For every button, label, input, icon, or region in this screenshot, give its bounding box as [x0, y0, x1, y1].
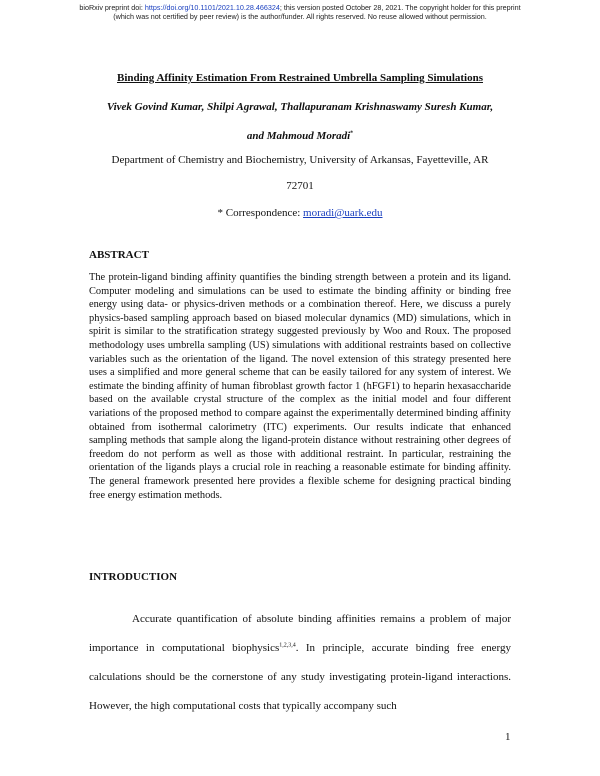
- header-line-1: bioRxiv preprint doi: https://doi.org/10.1101/2021.10.28.466324; this version posted October 28, 2021. The copyright holder for this preprint: [79, 3, 521, 12]
- page-number: 1: [505, 731, 511, 743]
- authors-line-1: Vivek Govind Kumar, Shilpi Agrawal, Thallapuranam Krishnaswamy Suresh Kumar,: [106, 101, 494, 113]
- correspondence: * Correspondence: moradi@uark.edu: [217, 207, 383, 219]
- introduction-heading: INTRODUCTION: [89, 571, 178, 583]
- corresponding-author-mark: *: [350, 130, 354, 137]
- email-link[interactable]: moradi@uark.edu: [303, 207, 383, 219]
- affiliation-line-1: Department of Chemistry and Biochemistry, University of Arkansas, Fayetteville, AR: [111, 154, 489, 166]
- header-line-2: (which was not certified by peer review) is the author/funder. All rights reserved. No reuse allowed without permission.: [113, 12, 487, 21]
- preprint-header: [0, 3, 600, 21]
- abstract-text: The protein-ligand binding affinity quantifies the binding strength between a protein and its ligand. Computer modeling and simulations can be used to estimate the binding affinity or binding free energy using data- or physics-driven methods or a combination thereof. Here, we discuss a purely physics-based sampling approach based on biased molecular dynamics (MD) simulations, which in spirit is similar to the stratification strategy suggested previously by Woo and Roux. The proposed methodology uses umbrella sampling (US) simulations with additional restraints based on collective variables such as the orientation of the ligand. The novel extension of this strategy presented here uses a simplified and more general scheme that can be easily tailored for any system of interest. We estimate the binding affinity of human fibroblast growth factor 1 (hFGF1) to heparin hexasaccharide based on the available crystal structure of the complex as the initial model and four different variations of the proposed method to compare against the experimentally determined binding affinity obtained from isothermal calorimetry (ITC) experiments. Our results indicate that enhanced sampling methods that sample along the ligand-protein distance without restraining other degrees of freedom do not perform as well as those with additional restraint. In particular, restraining the orientation of the ligands plays a crucial role in reaching a reasonable estimate for binding affinity. The general framework presented here provides a flexible scheme for designing practical binding free energy estimation methods.: [89, 272, 511, 501]
- introduction-text: Accurate quantification of absolute binding affinities remains a problem of major importance in computational biophysics$^{1,2,3,4}$. In principle, accurate binding free energy calculations should be the cornerstone of any study investigating protein-ligand interactions. However, the high computational costs that typically accompany such: [89, 613, 511, 712]
- authors-line-2: and Mahmoud Moradi*: [246, 130, 354, 142]
- abstract-heading: ABSTRACT: [89, 249, 149, 261]
- doi-link[interactable]: https://doi.org/10.1101/2021.10.28.466324: [144, 3, 280, 12]
- affiliation-line-2: 72701: [286, 180, 314, 192]
- citation-refs: 1,2,3,4: [279, 642, 296, 649]
- paper-title: Binding Affinity Estimation From Restrained Umbrella Sampling Simulations: [117, 72, 483, 84]
